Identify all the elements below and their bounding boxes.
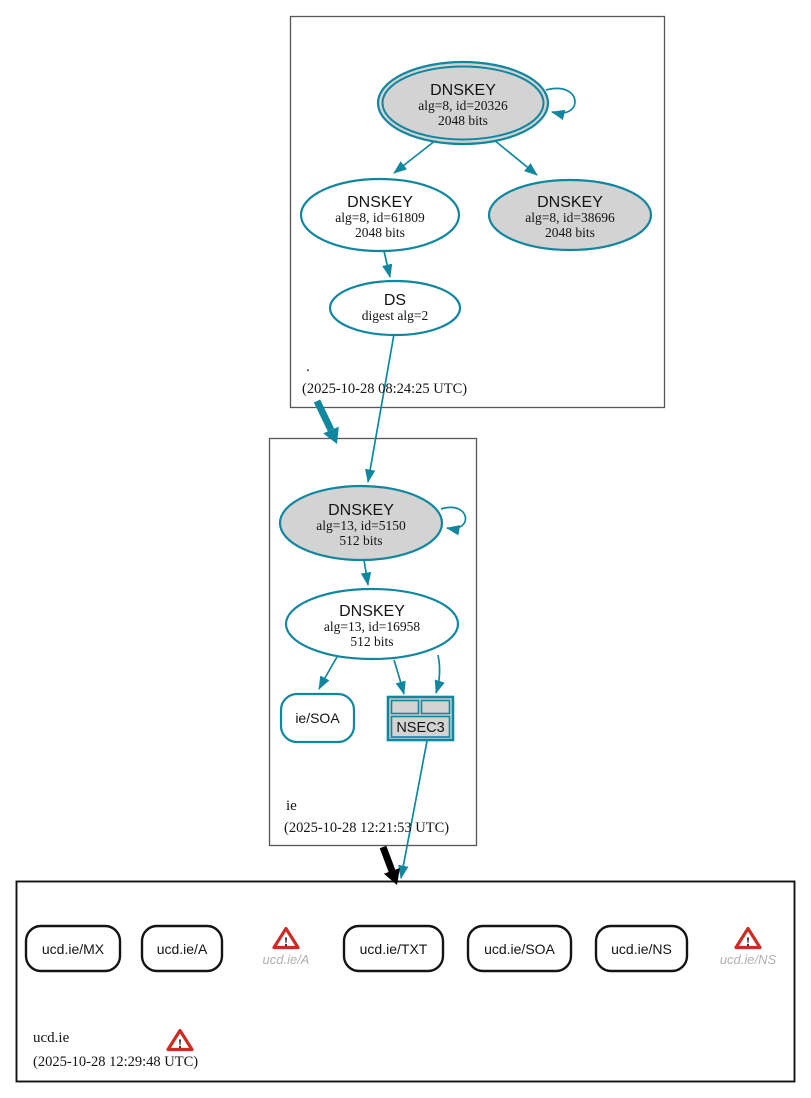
ds-node-root[interactable] bbox=[330, 281, 460, 335]
zone-timestamp-root: (2025-10-28 08:24:25 UTC) bbox=[302, 381, 468, 397]
zone-timestamp-ucd: (2025-10-28 12:29:48 UTC) bbox=[33, 1054, 199, 1070]
dnskey-title: DNSKEY bbox=[339, 603, 405, 620]
edge-ie-zsk-to-nsec3-left bbox=[394, 660, 404, 694]
dnskey-node-root-ksk[interactable] bbox=[378, 62, 548, 144]
edge-ie-ksk-to-zsk bbox=[364, 560, 368, 585]
zone-name-root: . bbox=[306, 359, 310, 375]
zone-name-ucd: ucd.ie bbox=[33, 1030, 70, 1046]
zone-name-ie: ie bbox=[286, 798, 297, 814]
edge-nsec3-to-ucd bbox=[401, 741, 427, 878]
dnskey-detail: alg=13, id=5150 bbox=[316, 518, 406, 533]
dnskey-title: DNSKEY bbox=[328, 502, 394, 519]
warning-label: ucd.ie/NS bbox=[719, 952, 777, 967]
rrset-node-ucd-txt[interactable] bbox=[344, 926, 443, 971]
dnskey-detail: alg=8, id=38696 bbox=[525, 210, 615, 225]
rrset-label: ucd.ie/NS bbox=[611, 941, 672, 957]
rrset-label: ucd.ie/TXT bbox=[359, 941, 428, 957]
dnskey-title: DNSKEY bbox=[537, 194, 603, 211]
dnskey-title: DNSKEY bbox=[347, 194, 413, 211]
rrset-label: ucd.ie/MX bbox=[41, 941, 105, 957]
dnskey-detail: alg=8, id=61809 bbox=[335, 210, 425, 225]
dnskey-detail: 2048 bits bbox=[438, 113, 488, 128]
edge-ie-ksk-self-sign bbox=[441, 507, 466, 528]
ds-detail: digest alg=2 bbox=[361, 308, 429, 323]
zone-warning-ucd[interactable] bbox=[168, 1031, 192, 1052]
rrset-node-ucd-soa[interactable] bbox=[468, 926, 571, 971]
dnskey-node-root-zsk[interactable] bbox=[301, 179, 459, 251]
dnskey-node-root-standby[interactable] bbox=[489, 180, 651, 250]
dnskey-detail: 512 bits bbox=[339, 533, 383, 548]
edge-ie-zsk-to-soa bbox=[319, 657, 337, 689]
warning-mark: ! bbox=[745, 934, 751, 949]
dnskey-node-ie-ksk[interactable] bbox=[280, 486, 442, 560]
rrset-node-ucd-a[interactable] bbox=[142, 926, 222, 971]
nsec3-node[interactable] bbox=[388, 697, 453, 740]
dnskey-title: DNSKEY bbox=[430, 82, 496, 99]
edge-ie-zsk-to-nsec3-right bbox=[436, 655, 440, 693]
zone-box-ucd-ie bbox=[17, 882, 795, 1082]
dnskey-detail: alg=8, id=20326 bbox=[418, 98, 508, 113]
warning-node-ucd-a[interactable] bbox=[263, 929, 310, 968]
dnskey-detail: 512 bits bbox=[350, 634, 394, 649]
dnskey-detail: 2048 bits bbox=[355, 225, 405, 240]
edge-root-ksk-self-sign bbox=[546, 88, 575, 113]
rrset-label: ucd.ie/SOA bbox=[484, 941, 555, 957]
rrset-label: ucd.ie/A bbox=[156, 941, 208, 957]
edge-root-ksk-to-zsk bbox=[394, 140, 436, 173]
warning-label: ucd.ie/A bbox=[262, 952, 310, 967]
edge-ie-to-ucd-delegation bbox=[383, 847, 400, 885]
dnskey-node-ie-zsk[interactable] bbox=[286, 589, 458, 659]
warning-mark: ! bbox=[177, 1036, 183, 1051]
dnskey-detail: alg=13, id=16958 bbox=[323, 619, 421, 634]
zone-timestamp-ie: (2025-10-28 12:21:53 UTC) bbox=[284, 820, 450, 836]
nsec3-label: NSEC3 bbox=[396, 720, 445, 736]
rrset-node-ucd-mx[interactable] bbox=[26, 926, 120, 971]
rrset-label: ie/SOA bbox=[295, 710, 340, 726]
edge-root-zsk-to-ds bbox=[384, 251, 390, 277]
warning-mark: ! bbox=[283, 934, 289, 949]
rrset-node-ie-soa[interactable] bbox=[281, 694, 354, 742]
dnskey-detail: 2048 bits bbox=[545, 225, 595, 240]
edge-root-ksk-to-standby bbox=[494, 140, 537, 175]
warning-node-ucd-ns[interactable] bbox=[720, 929, 777, 968]
ds-title: DS bbox=[383, 292, 407, 309]
rrset-node-ucd-ns[interactable] bbox=[596, 926, 687, 971]
